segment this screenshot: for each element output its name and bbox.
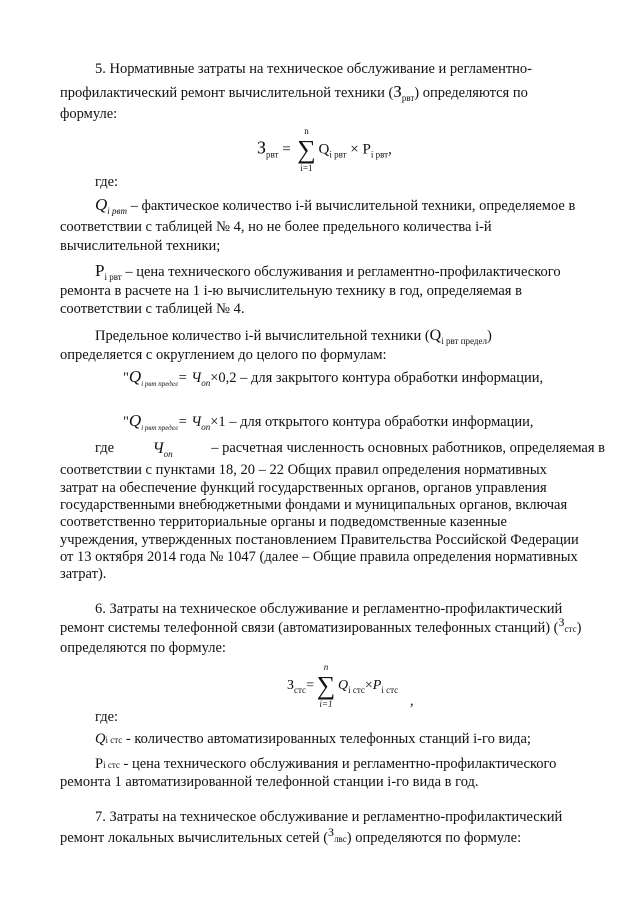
s5-formula-closed-contour: "$Q_{i рвт предел}= Ч_{оп}\times 0,2$ – для закрытого контура обработки информации, (123, 367, 544, 388)
s6-p-definition-line-1: Pi стс - цена технического обслуживания и регламентно-профилактического (95, 756, 557, 772)
s6-paragraph-line-2: ремонт системы телефонной связи (автоматизированных телефонных станций) ($^З$стс) (60, 615, 582, 636)
s5-limit-line-2: определяется с округлением до целого по формулам: (60, 347, 387, 363)
s5-paragraph-line-1: 5. Нормативные затраты на техническое обслуживание и регламентно- (95, 61, 533, 77)
s5-where-label: где: (95, 174, 119, 190)
s5-formula-main: $З_{рвт}$ = n ∑ i=1 $Q_{i рвт} \times P_{i рвт}$, (257, 126, 392, 173)
s5-p-definition-line-1: $P_{i рвт}$ – цена технического обслуживания и регламентно-профилактического (95, 261, 561, 282)
summation-icon: n ∑ i=1 (297, 126, 316, 173)
s5-workers-line-4: государственными внебюджетными фондами и муниципальных органов, включая (60, 497, 568, 513)
s5-paragraph-line-2: профилактический ремонт вычислительной техники $(З_{рвт})$ определяются по (60, 82, 528, 103)
s6-p-definition-line-2: ремонта 1 автоматизированной телефонной станции i-го вида в год. (60, 774, 479, 790)
s5-workers-line-8: затрат). (60, 566, 107, 582)
s5-p-definition-line-2: ремонта в расчете на 1 i-ю вычислительную технику в год, определяемая в (60, 283, 522, 299)
s7-paragraph-line-2: ремонт локальных вычислительных сетей ($^З$лвс) определяются по формуле: (60, 825, 522, 846)
s5-workers-line-2: соответствии с пунктами 18, 20 – 22 Общих правил определения нормативных (60, 462, 547, 478)
s6-where-label: где: (95, 709, 119, 725)
s5-p-definition-line-3: соответствии с таблицей № 4. (60, 301, 245, 317)
s5-workers-line-3: затрат на обеспечение функций государственных органов, органов управления (60, 480, 547, 496)
s5-limit-line-1: Предельное количество i-й вычислительной техники $(Q_{i рвт предел})$ (95, 327, 492, 346)
s5-formula-open-contour: "$Q_{i рвт предел}= Ч_{оп}\times 1$ – для открытого контура обработки информации, (123, 411, 534, 432)
s5-workers-line-6: учреждения, утвержденных постановлением Правительства Российской Федерации (60, 532, 579, 548)
s5-q-definition-line-2: соответствии с таблицей № 4, но не более предельного количества i-й (60, 219, 492, 235)
s6-paragraph-line-3: определяются по формуле: (60, 640, 226, 656)
s5-q-definition-line-3: вычислительной техники; (60, 238, 221, 254)
s7-paragraph-line-1: 7. Затраты на техническое обслуживание и регламентно-профилактический (95, 809, 563, 825)
s6-formula-comma: , (410, 693, 414, 709)
s5-workers-line-5: соответственно территориальные органы и подведомственные казенные (60, 514, 507, 530)
s6-formula-main: $З_{стс}=$ n ∑ i=1 $Q_{i стс}\times P_{i стс}$ (287, 662, 399, 709)
s5-workers-line-7: от 13 октября 2014 года № 1047 (далее – Общие правила определения нормативных (60, 549, 578, 565)
s5-workers-line-1: где $Ч_{оп}$ – расчетная численность основных работников, определяемая в (95, 440, 605, 459)
s5-paragraph-line-3: формуле: (60, 106, 118, 122)
s5-q-definition-line-1: $Q_{i рвт}$ – фактическое количество i-й вычислительной техники, определяемое в (95, 195, 576, 216)
s6-q-definition: Qi стс - количество автоматизированных телефонных станций i-го вида; (95, 731, 531, 747)
summation-icon: n ∑ i=1 (316, 662, 336, 709)
s6-paragraph-line-1: 6. Затраты на техническое обслуживание и регламентно-профилактический (95, 601, 563, 617)
